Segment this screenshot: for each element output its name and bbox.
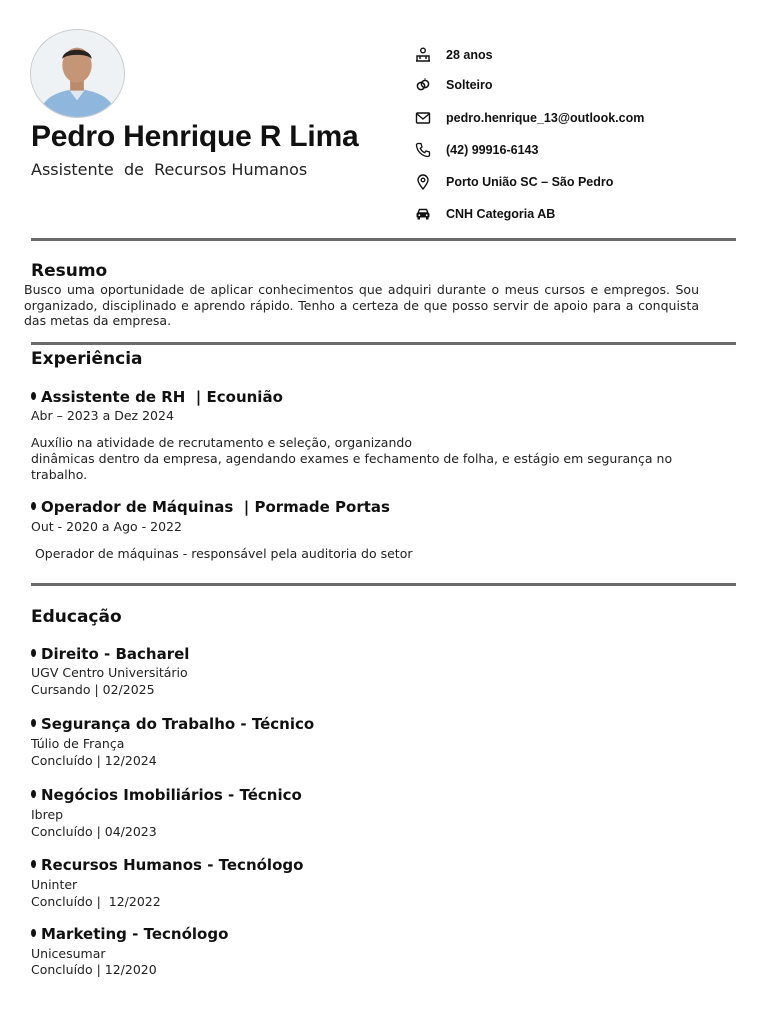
contact-email-text[interactable]: pedro.henrique_13@outlook.com (446, 111, 645, 125)
profile-photo (30, 29, 125, 118)
summary-text: Busco uma oportunidade de aplicar conhecimentos que adquiri durante o meus cursos e empregos. Sou organizado, disciplinado e aprendo rápido. Tenho a certeza de que posso servir de apoio para a conquista das metas da empresa. (24, 282, 699, 328)
experience-1-title: Assistente de RH | Ecounião (41, 388, 283, 406)
education-5-status: Concluído | 12/2020 (31, 962, 157, 977)
education-5-institution: Unicesumar (31, 946, 106, 961)
car-icon (414, 206, 431, 223)
contact-location-text: Porto União SC – São Pedro (446, 175, 614, 189)
experience-1-description-rest: dinâmicas dentro da empresa, agendando exames e fechamento de folha, e estágio em segurança no trabalho. (31, 451, 673, 482)
bullet-marker (31, 719, 36, 727)
education-entry-title (31, 645, 189, 663)
education-entry-title (31, 856, 303, 874)
contact-email[interactable] (414, 107, 645, 129)
contact-marital-status (414, 74, 493, 96)
bullet-marker (31, 860, 36, 868)
education-heading: Educação (31, 607, 122, 627)
experience-heading: Experiência (31, 349, 143, 369)
candidate-name: Pedro Henrique R Lima (31, 120, 359, 153)
contact-marital-text: Solteiro (446, 78, 493, 92)
contact-driver-license (414, 203, 556, 225)
contact-age-text: 28 anos (446, 48, 493, 62)
experience-1-description-line1: Auxílio na atividade de recrutamento e seleção, organizando (31, 435, 412, 450)
education-3-title: Negócios Imobiliários - Técnico (41, 786, 302, 804)
contact-location (414, 171, 614, 193)
contact-phone-text[interactable]: (42) 99916-6143 (446, 143, 539, 157)
contact-age (414, 44, 493, 66)
education-4-institution: Uninter (31, 877, 78, 892)
rings-icon (414, 77, 431, 94)
location-pin-icon (414, 174, 431, 191)
experience-divider (31, 583, 736, 586)
phone-icon (414, 142, 431, 159)
education-1-institution: UGV Centro Universitário (31, 665, 188, 680)
education-4-title: Recursos Humanos - Tecnólogo (41, 856, 304, 874)
education-entry-title (31, 925, 228, 943)
profile-photo-illustration (31, 30, 124, 117)
experience-entry-title (31, 498, 390, 516)
experience-2-title: Operador de Máquinas | Pormade Portas (41, 498, 390, 516)
person-age-icon (414, 47, 431, 64)
mail-icon (414, 110, 431, 127)
bullet-marker (31, 790, 36, 798)
education-entry-title (31, 715, 314, 733)
candidate-role: Assistente de Recursos Humanos (31, 160, 308, 179)
education-1-title: Direito - Bacharel (41, 645, 190, 663)
header-divider (31, 238, 736, 241)
bullet-marker (31, 502, 36, 510)
education-2-institution: Túlio de França (31, 736, 125, 751)
education-2-title: Segurança do Trabalho - Técnico (41, 715, 315, 733)
education-5-title: Marketing - Tecnólogo (41, 925, 229, 943)
contact-phone[interactable] (414, 139, 539, 161)
education-entry-title (31, 786, 302, 804)
education-1-status: Cursando | 02/2025 (31, 682, 155, 697)
summary-divider (31, 342, 736, 345)
education-4-status: Concluído | 12/2022 (31, 894, 161, 909)
bullet-marker (31, 649, 36, 657)
experience-2-period: Out - 2020 a Ago - 2022 (31, 519, 182, 534)
experience-entry-title (31, 388, 283, 406)
education-3-status: Concluído | 04/2023 (31, 824, 157, 839)
experience-2-description: Operador de máquinas - responsável pela auditoria do setor (31, 546, 413, 561)
summary-heading: Resumo (31, 261, 108, 281)
bullet-marker (31, 392, 36, 400)
education-3-institution: Ibrep (31, 807, 64, 822)
contact-license-text: CNH Categoria AB (446, 207, 556, 221)
bullet-marker (31, 929, 36, 937)
experience-1-period: Abr – 2023 a Dez 2024 (31, 408, 174, 423)
education-2-status: Concluído | 12/2024 (31, 753, 157, 768)
